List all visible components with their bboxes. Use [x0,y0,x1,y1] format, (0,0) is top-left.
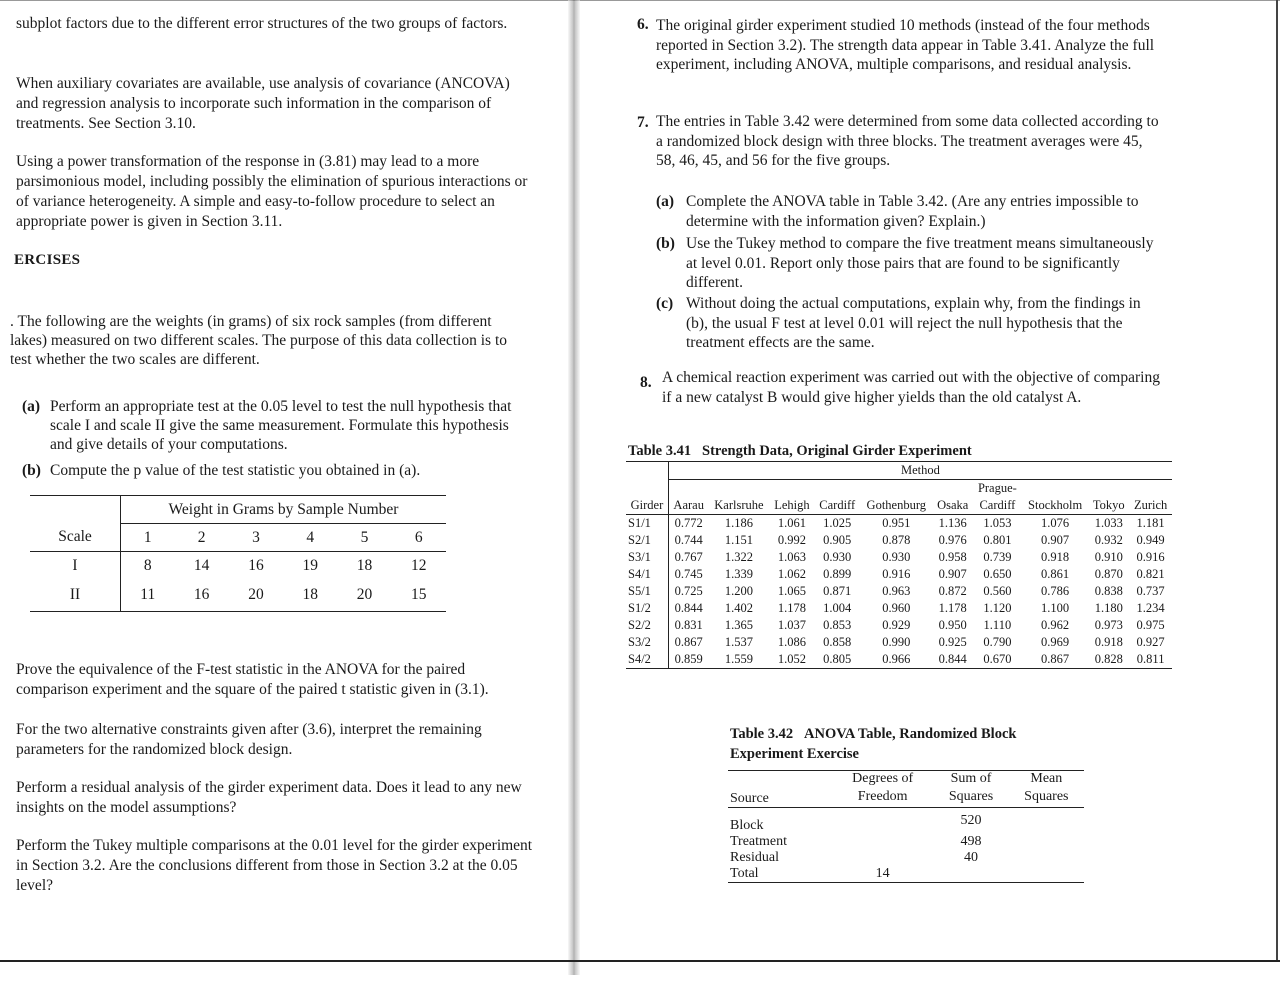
strength-cell: 0.951 [882,516,911,530]
left-page [0,0,568,989]
exercise-6-number: 6. [637,16,649,33]
table-row [626,651,1172,669]
girder-label: S1/2 [626,600,668,617]
table-3-42 [728,770,1084,883]
strength-cell: 0.870 [1094,567,1123,581]
ss-header-line1: Sum of [950,771,992,786]
df-cell [832,808,933,835]
weights-table [30,495,446,612]
strength-cell: 0.960 [882,601,911,615]
strength-cell: 0.969 [1041,635,1070,649]
exercise-4-text: Perform a residual analysis of the girder experiment data. Does it lead to any new insights on the model assumptions? [16,779,522,816]
girder-label: S2/2 [626,617,668,634]
ms-cell [1009,834,1084,850]
table-3-41-title: Table 3.41 Strength Data, Original Girder Experiment [628,443,972,459]
strength-cell: 0.966 [882,652,911,666]
exercise-3-text: For the two alternative constraints given after (3.6), interpret the remaining parameters for the randomized block design. [16,721,482,758]
exercise-7b-label: (b) [656,235,675,252]
table-row [626,532,1172,549]
strength-cell: 0.737 [1136,584,1165,598]
strength-cell: 1.537 [724,635,753,649]
column-header: Zurich [1133,498,1168,512]
scale-label: II [69,586,81,603]
table-row [626,515,1172,533]
df-cell [832,834,933,850]
table-row [728,866,1084,883]
scale-label: I [72,556,78,574]
strength-cell: 1.100 [1041,601,1070,615]
strength-cell: 0.853 [823,618,852,632]
df-header-line1: Degrees of [852,771,914,786]
strength-cell: 1.339 [724,567,753,581]
strength-cell: 0.930 [882,550,911,564]
strength-cell: 0.916 [1136,550,1165,564]
strength-cell: 0.973 [1094,618,1123,632]
exercise-7a-text: Complete the ANOVA table in Table 3.42. (Are any entries impossible to determine with the information given? Explain.) [686,193,1139,230]
strength-cell: 0.861 [1041,567,1070,581]
exercise-7-number: 7. [637,114,649,131]
girder-label: S2/1 [626,532,668,549]
weight-cell: 8 [121,552,175,580]
sample-number: 1 [121,524,175,552]
strength-cell: 0.844 [674,601,703,615]
ss-header-line2: Squares [948,789,994,804]
exercise-6-text: The original girder experiment studied 10 methods (instead of the four methods reported in Section 3.2). The strength data appear in Table 3.41. Analyze the full experiment, including ANOVA, multiple comparisons, and residual analysis. [656,17,1155,73]
df-cell: 14 [875,866,890,881]
strength-cell: 0.918 [1041,550,1070,564]
strength-cell: 0.872 [938,584,967,598]
strength-cell: 1.178 [938,601,967,615]
strength-cell: 1.200 [724,584,753,598]
ss-cell: 498 [960,834,982,849]
strength-cell: 1.065 [777,584,806,598]
exercise-5-text: Perform the Tukey multiple comparisons at the 0.01 level for the girder experiment in Section 3.2. Are the conclusions different from those in Section 3.2 at the 0.05 level? [16,837,533,894]
right-page [580,0,1280,989]
strength-cell: 0.871 [823,584,852,598]
paragraph-subplot-factors: subplot factors due to the different error structures of the two groups of factors. [16,15,508,32]
strength-cell: 0.949 [1136,533,1165,547]
strength-cell: 0.838 [1094,584,1123,598]
table-row [626,634,1172,651]
girder-label: S3/2 [626,634,668,651]
ss-cell: 520 [960,813,982,828]
exercise-1-text: . The following are the weights (in grams) of six rock samples (from different lakes) measured on two different scales. The purpose of this data collection is to test whether the two scales are different. [10,313,508,368]
column-header: Lehigh [774,498,810,512]
strength-cell: 0.930 [823,550,852,564]
exercise-1b-text: Compute the p value of the test statistic you obtained in (a). [50,462,421,479]
strength-cell: 0.844 [938,652,967,666]
strength-cell: 1.559 [724,652,753,666]
strength-cell: 1.120 [983,601,1012,615]
strength-cell: 0.927 [1136,635,1165,649]
weight-cell: 16 [193,586,210,603]
ms-header-line1: Mean [1030,771,1063,786]
strength-cell: 1.178 [777,601,806,615]
sample-number: 5 [360,528,369,546]
strength-cell: 0.950 [938,618,967,632]
column-header: Tokyo [1092,498,1125,512]
strength-cell: 0.910 [1094,550,1123,564]
strength-cell: 0.907 [1041,533,1070,547]
strength-cell: 0.739 [983,550,1012,564]
table-3-42-title: Table 3.42 ANOVA Table, Randomized Block Experiment Exercise [730,726,1017,762]
strength-cell: 0.859 [674,652,703,666]
column-header: Cardiff [819,498,856,512]
strength-cell: 1.186 [724,516,753,530]
paragraph-ancova: When auxiliary covariates are available, use analysis of covariance (ANCOVA) and regression analysis to incorporate such information in the comparison of treatments. See Section 3.10. [16,75,510,132]
strength-cell: 1.110 [983,618,1012,632]
strength-cell: 0.828 [1094,652,1123,666]
table-row [30,579,446,612]
source-cell: Block [730,818,764,833]
strength-cell: 0.867 [674,635,703,649]
strength-cell: 0.990 [882,635,911,649]
ms-cell [1009,866,1084,883]
page-bottom-edge [0,960,1280,962]
strength-cell: 0.958 [938,550,967,564]
strength-cell: 0.821 [1136,567,1165,581]
strength-cell: 0.878 [882,533,911,547]
sample-number: 3 [252,528,260,546]
source-cell: Residual [730,850,779,865]
strength-cell: 0.907 [938,567,967,581]
strength-cell: 1.136 [938,516,967,530]
girder-label: S4/1 [626,566,668,583]
scale-column-header: Scale [58,528,92,546]
source-cell: Treatment [730,834,788,849]
strength-cell: 1.025 [823,516,852,530]
table-row [728,834,1084,850]
weight-cell: 20 [356,586,373,603]
table-row [626,583,1172,600]
weight-cell: 16 [248,556,264,574]
table-row [626,566,1172,583]
weight-cell: 12 [411,556,427,574]
exercise-7b-text: Use the Tukey method to compare the five treatment means simultaneously at level 0.01. Report only those pairs that are found to be significantly different. [686,235,1154,291]
girder-label: S5/1 [626,583,668,600]
ms-cell [1009,850,1084,866]
strength-cell: 1.004 [823,601,852,615]
strength-cell: 0.962 [1041,618,1070,632]
girder-label: S4/2 [626,651,668,669]
weight-cell: 14 [193,556,210,574]
column-header: Cardiff [979,498,1016,512]
table-row [728,808,1084,835]
ss-cell: 40 [964,850,978,865]
strength-cell: 0.916 [882,567,911,581]
exercise-1a-label: (a) [22,398,41,415]
strength-cell: 0.744 [674,533,703,547]
strength-cell: 0.831 [674,618,703,632]
strength-cell: 1.037 [777,618,806,632]
girder-label: S3/1 [626,549,668,566]
strength-cell: 1.063 [777,550,806,564]
df-header-line2: Freedom [857,789,908,804]
strength-cell: 0.963 [882,584,911,598]
table-row [626,600,1172,617]
exercise-2-text: Prove the equivalence of the F-test statistic in the ANOVA for the paired comparison experiment and the square of the paired t statistic given in (3.1). [16,661,489,698]
book-gutter [568,0,580,975]
weight-cell: 20 [248,586,264,603]
table-row [728,850,1084,866]
exercise-7c-label: (c) [656,295,674,312]
strength-cell: 0.975 [1136,618,1165,632]
exercise-7a-label: (a) [656,193,675,210]
strength-cell: 0.932 [1094,533,1123,547]
strength-cell: 0.772 [674,516,703,530]
source-header: Source [730,791,769,806]
page-right-edge [1276,0,1278,962]
strength-cell: 1.061 [777,516,806,530]
strength-cell: 0.867 [1041,652,1070,666]
strength-cell: 0.918 [1094,635,1123,649]
strength-cell: 1.151 [724,533,753,547]
sample-number: 2 [197,528,206,546]
strength-cell: 0.767 [674,550,703,564]
strength-cell: 1.076 [1041,516,1070,530]
ss-cell [933,866,1008,883]
exercise-8-number: 8. [640,374,652,391]
exercise-7c-text: Without doing the actual computations, explain why, from the findings in (b), the usual F test at level 0.01 will reject the null hypothesis that the treatment effects are the same. [686,295,1141,351]
table-row [30,552,446,580]
strength-cell: 0.905 [823,533,852,547]
strength-cell: 0.992 [777,533,806,547]
weight-cell: 18 [356,556,373,574]
exercises-heading: ERCISES [14,252,81,268]
strength-cell: 1.234 [1136,601,1165,615]
exercise-8-text: A chemical reaction experiment was carried out with the objective of comparing if a new catalyst B would give higher yields than the old catalyst A. [662,369,1160,406]
method-group-header: Method [668,462,1172,480]
strength-cell: 1.033 [1094,516,1123,530]
column-header: Osaka [937,498,969,512]
table-row [626,549,1172,566]
column-header: Gothenburg [866,498,927,512]
sample-number: 6 [414,528,423,546]
strength-cell: 0.801 [983,533,1012,547]
ms-cell [1009,808,1084,835]
column-header: Stockholm [1028,498,1083,512]
strength-cell: 1.086 [777,635,806,649]
strength-cell: 0.786 [1041,584,1070,598]
strength-cell: 0.560 [983,584,1012,598]
strength-cell: 0.976 [938,533,967,547]
weight-cell: 15 [411,586,427,603]
strength-cell: 0.745 [674,567,703,581]
weight-cell: 11 [121,579,175,612]
strength-cell: 0.811 [1136,652,1165,666]
strength-cell: 0.929 [882,618,911,632]
strength-cell: 1.180 [1094,601,1123,615]
strength-cell: 0.805 [823,652,852,666]
weights-header: Weight in Grams by Sample Number [121,496,447,524]
paragraph-power-transformation: Using a power transformation of the response in (3.81) may lead to a more parsimonious model, including possibly the elimination of spurious interactions or of variance heterogeneity. A simple and easy-to-follow procedure to select an appropriate power is given in Section 3.11. [16,153,528,230]
column-header: Karlsruhe [714,498,764,512]
strength-cell: 0.725 [674,584,703,598]
table-row [626,617,1172,634]
ms-header-line2: Squares [1024,789,1069,804]
column-header: Girder [626,497,668,515]
column-header: Aarau [673,498,704,512]
strength-cell: 0.670 [983,652,1012,666]
strength-cell: 1.181 [1136,516,1165,530]
table-3-41 [626,461,1172,669]
strength-cell: 0.925 [938,635,967,649]
weight-cell: 18 [302,586,318,603]
strength-cell: 0.650 [983,567,1012,581]
exercise-7-text: The entries in Table 3.42 were determined from some data collected according to a randomized block design with three blocks. The treatment averages were 45, 58, 46, 45, and 56 for the five groups. [656,113,1159,169]
exercise-1a-text: Perform an appropriate test at the 0.05 level to test the null hypothesis that scale I and scale II give the same measurement. Formulate this hypothesis and give details of your computations. [50,398,512,453]
strength-cell: 1.052 [777,652,806,666]
strength-cell: 1.053 [983,516,1012,530]
strength-cell: 1.402 [724,601,753,615]
strength-cell: 1.365 [724,618,753,632]
strength-cell: 1.322 [724,550,753,564]
sample-number: 4 [306,528,315,546]
strength-cell: 1.062 [777,567,806,581]
girder-label: S1/1 [626,515,668,533]
weight-cell: 19 [302,556,318,574]
source-cell: Total [730,866,759,881]
exercise-1b-label: (b) [22,462,41,479]
prague-top-label: Prague- [977,481,1017,495]
df-cell [832,850,933,866]
strength-cell: 0.790 [983,635,1012,649]
strength-cell: 0.858 [823,635,852,649]
strength-cell: 0.899 [823,567,852,581]
